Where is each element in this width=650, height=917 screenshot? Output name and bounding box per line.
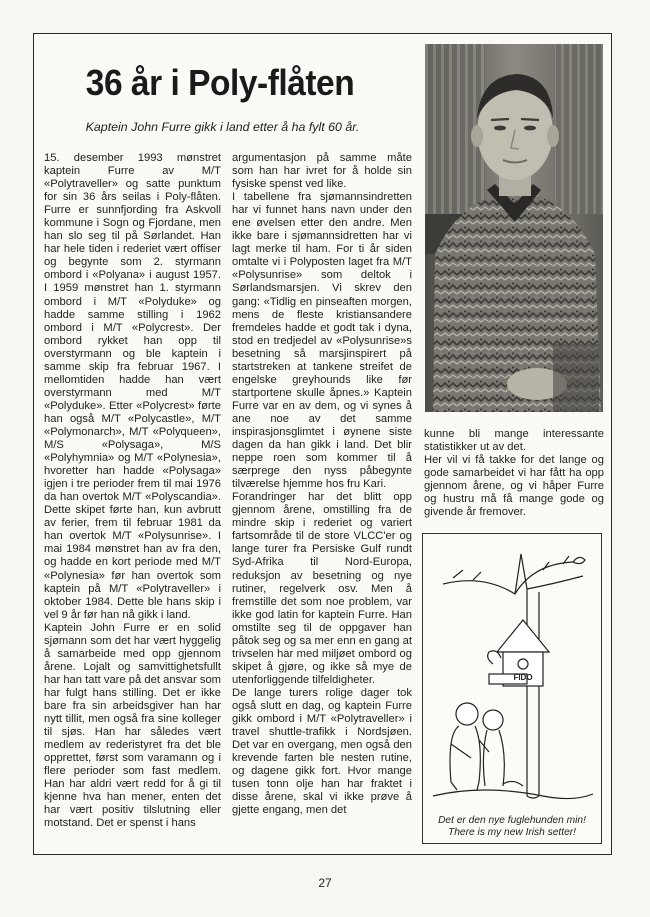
column-3-paragraph-1: kunne bli mange interessante statistikker ut av det. [424, 428, 604, 454]
page-number: 27 [318, 876, 332, 890]
column-2-paragraph-1: argumentasjon på samme måte som han har ivret for å holde sin fysiske spenst ved like. [232, 152, 412, 191]
article-column-3 [424, 428, 604, 519]
cartoon-sign-text: FIDO [513, 673, 533, 682]
cartoon-illustration [423, 534, 601, 804]
article-subtitle: Kaptein John Furre gikk i land etter å ha fylt 60 år. [85, 120, 360, 134]
portrait-illustration [425, 44, 603, 412]
article-title: 36 år i Poly-flåten [85, 62, 355, 103]
cartoon-caption-english: There is my new Irish setter! [448, 827, 576, 838]
article-column-1 [44, 152, 221, 830]
article-column-2 [232, 152, 412, 817]
column-1-paragraph-1: 15. desember 1993 mønstret kaptein Furre av M/T «Polytraveller» og satte punktum for sin 36 års seilas i Poly-flåten. Furre er sunnfjording fra Askvoll kommune i Sogn og Fjordane, men han slo seg til på Sørlandet. Han har hele tiden i rederiet vært offiser og begynte som 2. styrmann ombord i «Polyana» i august 1957. I 1959 mønstret han 1. styrmann ombord i M/T «Polyduke» og hadde samme stilling i 1962 ombord i M/T «Polycrest». Der ombord rykket han opp til overstyrmann og ble kaptein i samme skip fra februar 1967. I mellomtiden hadde han vært overstyrmann med M/T «Polyduke». Etter «Polycrest» førte han også M/T «Polycastle», M/T «Polymonarch», M/T «Polyqueen», M/S «Polysaga», M/S «Polyhymnia» og M/T «Polynesia», hvoretter han hadde «Polysaga» igjen i tre perioder frem til mai 1976 da han overtok M/T «Polyscandia». Dette skipet førte han, kun avbrutt av ferier, frem til februar 1981 da han overtok M/T «Polysunrise». I mai 1984 mønstret han av fra den, og hadde en kort periode med M/T «Polynesia» før han overtok som kaptein på M/T «Polytraveller» i oktober 1984. Dette ble hans skip i vel 9 år før han nå gikk i land. [44, 152, 221, 621]
cartoon-caption [425, 815, 599, 839]
cartoon-caption-norwegian: Det er den nye fuglehunden min! [438, 815, 586, 826]
cartoon-box [422, 533, 602, 844]
column-2-paragraph-2: I tabellene fra sjømannsindretten har vi funnet hans navn under den ene øvelsen etter den andre. Men ikke bare i sjømannsidretten har vi lagt merke til ham. For ti år siden omtalte vi i Polyposten laget fra M/T «Polysunrise» som deltok i Sørlandsmarsjen. Vi skrev den gang: «Tidlig en pinseaften morgen, mens de fleste kristiansandere fremdeles hadde et godt tak i dyna, stod en tredjedel av «Polysunrise»s besetning så marsjinspirert på startstreken at tankene streifet de engelske greyhounds like før startportene skulle åpnes.» Kaptein Furre var en av dem, og vi synes å ane noe av det samme inspirasjonsglimtet i øynene siste dagen da han gikk i land. Det blir neppe roen som kommer til å særprege den nyss påbegynte tilværelse hjemme hos fru Kari. [232, 191, 412, 491]
column-2-paragraph-3: Forandringer har det blitt opp gjennom årene, omstilling fra de mindre skip i rederiet og variert fartsområde til de store VLCC'er og lange turer fra Persiske Gulf rundt Syd-Afrika til Nord-Europa, reduksjon av besetning og nye rutiner, regelverk osv. Men å fremstille det som noe problem, var ikke god latin for kaptein Furre. Han omstilte seg til de oppgaver han påtok seg og sa mer enn en gang at trivselen har med miljøet ombord og skipet å gjøre, og ikke så mye de utenforliggende tilfeldigheter. [232, 491, 412, 686]
portrait-photo [425, 44, 603, 412]
column-1-paragraph-2: Kaptein John Furre er en solid sjømann som det har vært hyggelig å samarbeide med opp gjennom årene. Lojalt og samvittighetsfullt har han tatt vare på det ansvar som har fulgt hans stilling. Det er ikke bare fra sin arbeidsgiver han har nytt tillit, men også fra sine kolleger til sjøs. Han har således vært medlem av rederistyret fra det ble opprettet, først som varamann og i flere perioder som fast medlem. Han har aldri vært redd for å gi til kjenne hva han mener, enten det har vært positiv tilslutning eller motstand. Det er spenst i hans [44, 621, 221, 830]
column-3-paragraph-2: Her vil vi få takke for det lange og gode samarbeidet vi har fått ha opp gjennom årene, og vi håper Furre og hustru må få mange gode og givende år fremover. [424, 454, 604, 519]
column-2-paragraph-4: De lange turers rolige dager tok også slutt en dag, og kaptein Furre gikk ombord i M/T «Polytraveller» i travel shuttle-trafikk i Nordsjøen. Det var en overgang, men også den krevende farten ble nesten rutine, og dagene gikk fort. Hvor mange tusen tonn olje han har fraktet i disse årene, skal vi ikke prøve å gjette engang, men det [232, 686, 412, 817]
